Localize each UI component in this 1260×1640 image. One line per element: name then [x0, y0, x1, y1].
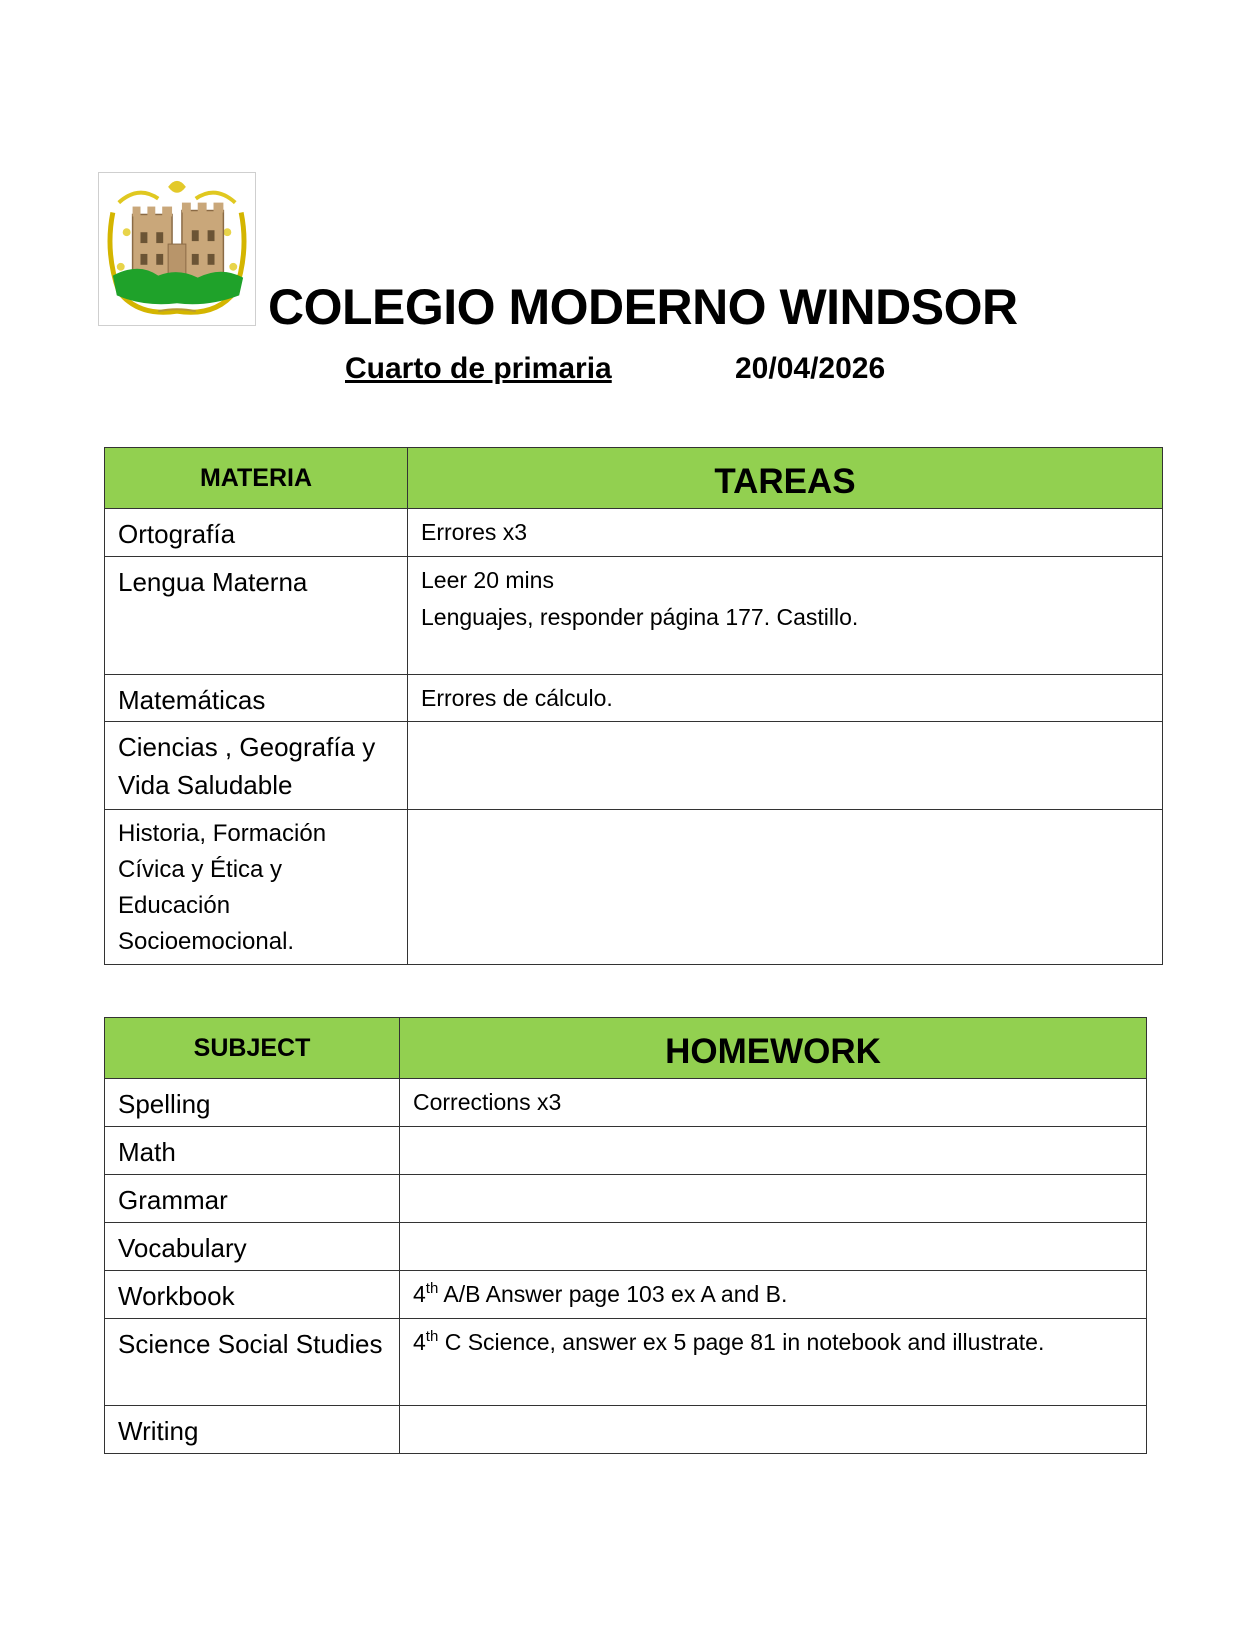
task-cell: [408, 675, 1163, 722]
table-row: [105, 509, 1163, 557]
subject-cell: Spelling: [105, 1079, 400, 1127]
subject-cell: Science Social Studies: [105, 1319, 400, 1406]
homework-cell: [400, 1127, 1147, 1175]
homework-cell: [400, 1079, 1147, 1127]
task-cell: [408, 557, 1163, 675]
task-cell: [408, 722, 1163, 810]
table-row: [105, 675, 1163, 722]
table-row: [105, 1175, 1147, 1223]
homework-cell: [400, 1223, 1147, 1271]
task-line: Errores x3: [421, 519, 528, 545]
table-row: [105, 1127, 1147, 1175]
school-name: COLEGIO MODERNO WINDSOR: [268, 279, 1018, 335]
subject-header: SUBJECT: [105, 1018, 400, 1079]
table-row: [105, 810, 1163, 965]
subject-cell: Lengua Materna: [105, 557, 408, 675]
tareas-header: TAREAS: [408, 448, 1163, 509]
subject-cell: Grammar: [105, 1175, 400, 1223]
table-row: [105, 1406, 1147, 1454]
castle-crest-icon: [99, 173, 255, 325]
table-row: [105, 1271, 1147, 1319]
task-line: Leer 20 mins: [421, 567, 554, 593]
grade-number: 4: [413, 1329, 426, 1355]
homework-cell: [400, 1175, 1147, 1223]
table-row: [105, 1079, 1147, 1127]
tareas-header-row: [105, 448, 1163, 509]
subject-cell: Historia, Formación Cívica y Ética y Educación Socioemocional.: [105, 810, 408, 965]
table-row: [105, 722, 1163, 810]
homework-header: HOMEWORK: [400, 1018, 1147, 1079]
homework-cell: [400, 1319, 1147, 1406]
task-cell: [408, 509, 1163, 557]
date-label: 20/04/2026: [735, 352, 886, 385]
table-row: [105, 1319, 1147, 1406]
homework-header-row: [105, 1018, 1147, 1079]
grade-label: Cuarto de primaria: [345, 352, 612, 385]
ordinal-suffix: th: [425, 1328, 439, 1345]
homework-cell: [400, 1271, 1147, 1319]
subject-cell: Writing: [105, 1406, 400, 1454]
grade-number: 4: [413, 1281, 426, 1307]
tareas-table: [104, 447, 1163, 965]
subject-cell: Vocabulary: [105, 1223, 400, 1271]
task-line: Lenguajes, responder página 177. Castillo.: [421, 604, 859, 630]
subject-cell: Ciencias , Geografía y Vida Saludable: [105, 722, 408, 810]
subject-cell: Matemáticas: [105, 675, 408, 722]
task-line: Errores de cálculo.: [421, 685, 613, 711]
subject-cell: Math: [105, 1127, 400, 1175]
table-row: [105, 1223, 1147, 1271]
homework-cell: [400, 1406, 1147, 1454]
school-logo: [98, 172, 256, 326]
subject-cell: Workbook: [105, 1271, 400, 1319]
materia-header: MATERIA: [105, 448, 408, 509]
subject-cell: Ortografía: [105, 509, 408, 557]
homework-text: A/B Answer page 103 ex A and B.: [438, 1281, 788, 1307]
task-cell: [408, 810, 1163, 965]
homework-text: Corrections x3: [413, 1089, 562, 1115]
ordinal-suffix: th: [425, 1280, 439, 1297]
homework-table: [104, 1017, 1147, 1454]
table-row: [105, 557, 1163, 675]
homework-text: C Science, answer ex 5 page 81 in notebook and illustrate.: [438, 1329, 1045, 1355]
